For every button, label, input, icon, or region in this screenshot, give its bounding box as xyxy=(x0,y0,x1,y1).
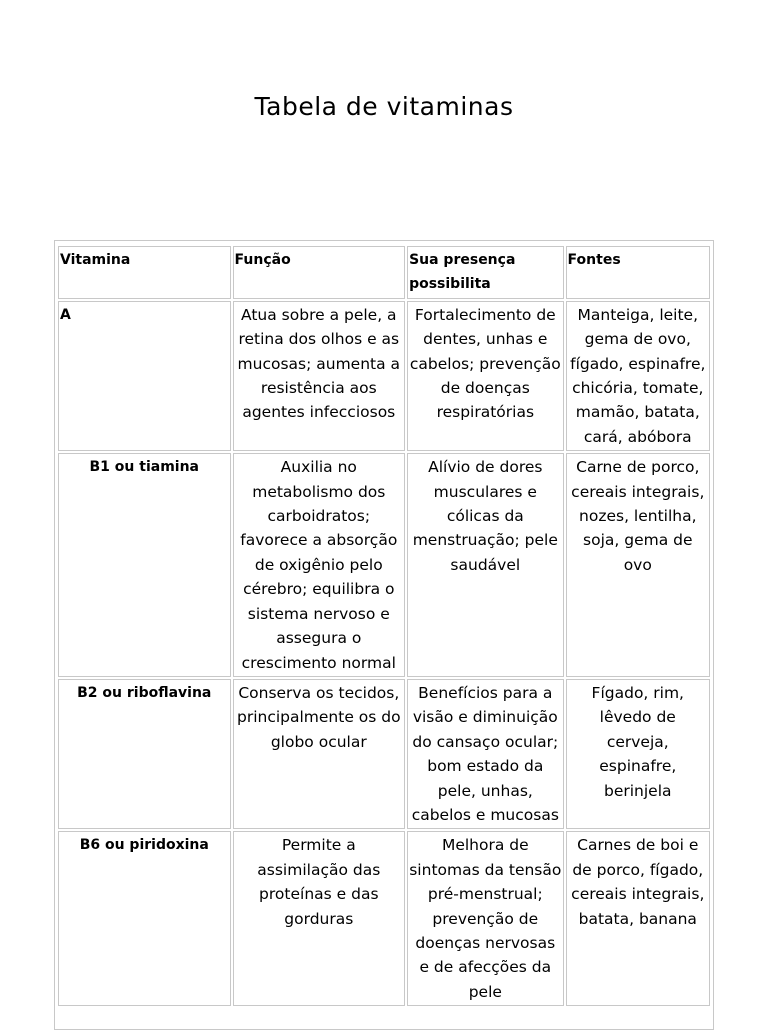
cell-fontes: Manteiga, leite, gema de ovo, fígado, espinafre, chicória, tomate, mamão, batata, cará, abóbora xyxy=(566,301,710,451)
cell-vitamina: B6 ou piridoxina xyxy=(58,831,231,1006)
cell-fontes: Carnes de boi e de porco, fígado, cereais integrais, batata, banana xyxy=(566,831,710,1006)
cell-vitamina: B2 ou riboflavina xyxy=(58,679,231,829)
cell-possibilita: Benefícios para a visão e diminuição do cansaço ocular; bom estado da pele, unhas, cabelos e mucosas xyxy=(407,679,563,829)
header-fontes: Fontes xyxy=(566,246,710,299)
table-row xyxy=(58,301,710,451)
cell-funcao: Permite a assimilação das proteínas e das gorduras xyxy=(233,831,406,1006)
table-row xyxy=(58,831,710,1006)
cell-fontes: Fígado, rim, lêvedo de cerveja, espinafre, berinjela xyxy=(566,679,710,829)
header-vitamina: Vitamina xyxy=(58,246,231,299)
page-title: Tabela de vitaminas xyxy=(254,92,514,121)
cell-vitamina: A xyxy=(58,301,231,451)
cell-fontes: Carne de porco, cereais integrais, nozes, lentilha, soja, gema de ovo xyxy=(566,453,710,677)
cell-possibilita: Fortalecimento de dentes, unhas e cabelos; prevenção de doenças respiratórias xyxy=(407,301,563,451)
cell-vitamina: B1 ou tiamina xyxy=(58,453,231,677)
vitamin-table xyxy=(56,244,712,1008)
cell-funcao: Atua sobre a pele, a retina dos olhos e as mucosas; aumenta a resistência aos agentes infecciosos xyxy=(233,301,406,451)
cell-funcao: Auxilia no metabolismo dos carboidratos; favorece a absorção de oxigênio pelo cérebro; equilibra o sistema nervoso e assegura o crescimento normal xyxy=(233,453,406,677)
cell-possibilita: Alívio de dores musculares e cólicas da menstruação; pele saudável xyxy=(407,453,563,677)
header-possibilita: Sua presença possibilita xyxy=(407,246,563,299)
table-row xyxy=(58,453,710,677)
cell-possibilita: Melhora de sintomas da tensão pré-menstrual; prevenção de doenças nervosas e de afecções da pele xyxy=(407,831,563,1006)
table-row xyxy=(58,679,710,829)
header-funcao: Função xyxy=(233,246,406,299)
table-header-row xyxy=(58,246,710,299)
cell-funcao: Conserva os tecidos, principalmente os do globo ocular xyxy=(233,679,406,829)
